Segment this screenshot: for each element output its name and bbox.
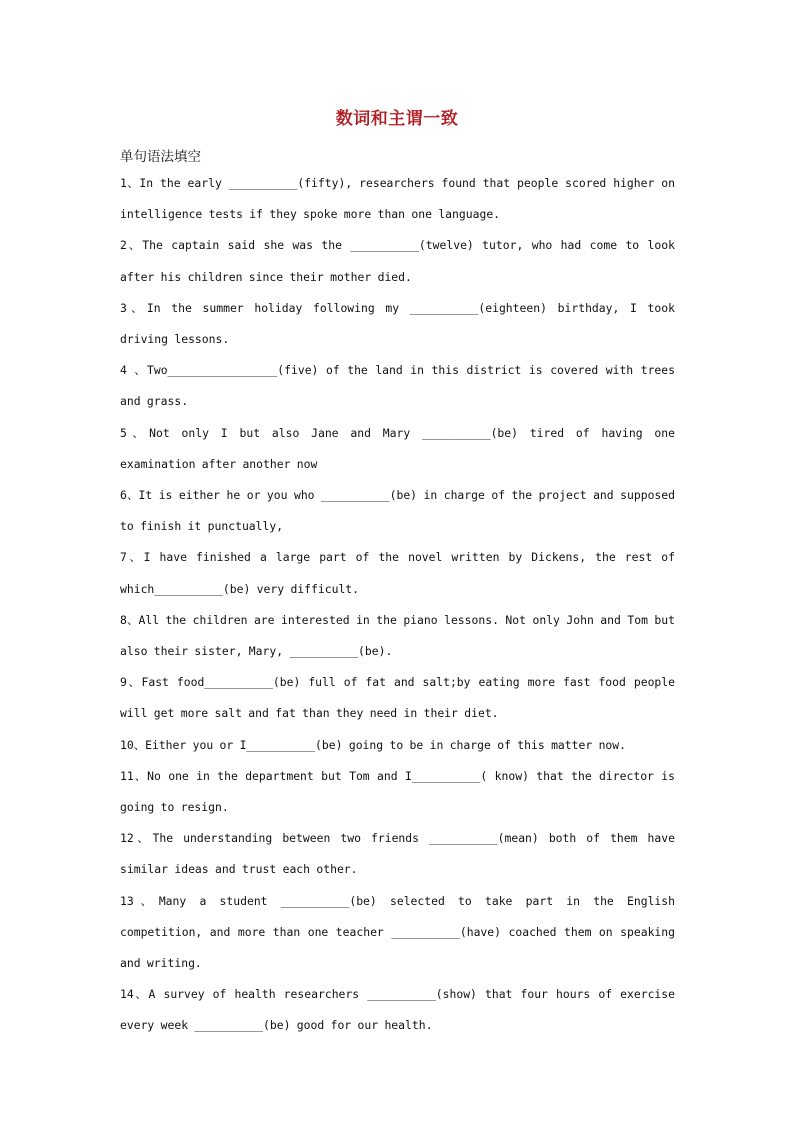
question-item: 6、It is either he or you who __________(be) in charge of the project and supposed to finish it punctually, [120, 488, 675, 534]
question-item: 7、I have finished a large part of the novel written by Dickens, the rest of which__________(be) very difficult. [120, 550, 675, 596]
question-item: 1、In the early __________(fifty), researchers found that people scored higher on intelligence tests if they spoke more than one language. [120, 176, 675, 222]
question-item: 8、All the children are interested in the piano lessons. Not only John and Tom but also their sister, Mary, __________(be). [120, 612, 675, 659]
question-item: 4 、Two________________(five) of the land in this district is covered with trees and grass. [120, 363, 675, 409]
question-item: 12、The understanding between two friends __________(mean) both of them have similar ideas and trust each other. [120, 831, 675, 877]
question-item: 11、No one in the department but Tom and I__________( know) that the director is going to resign. [120, 768, 675, 815]
question-item: 14、A survey of health researchers __________(show) that four hours of exercise every week __________(be) good for our health. [120, 987, 675, 1033]
section-heading: 单句语法填空 [120, 149, 201, 165]
page-title: 数词和主谓一致 [335, 109, 459, 129]
question-item: 2、The captain said she was the __________(twelve) tutor, who had come to look after his children since their mother died. [120, 238, 675, 284]
question-item: 5、Not only I but also Jane and Mary __________(be) tired of having one examination after another now [120, 425, 675, 471]
question-list [120, 168, 675, 1042]
question-item: 9、Fast food__________(be) full of fat and salt;by eating more fast food people will get more salt and fat than they need in their diet. [120, 675, 675, 721]
question-item: 13、Many a student __________(be) selected to take part in the English competition, and more than one teacher __________(have) coached them on speaking and writing. [120, 893, 675, 971]
question-item: 10、Either you or I__________(be) going to be in charge of this matter now. [120, 737, 627, 752]
question-item: 3、In the summer holiday following my __________(eighteen) birthday, I took driving lessons. [120, 300, 675, 347]
